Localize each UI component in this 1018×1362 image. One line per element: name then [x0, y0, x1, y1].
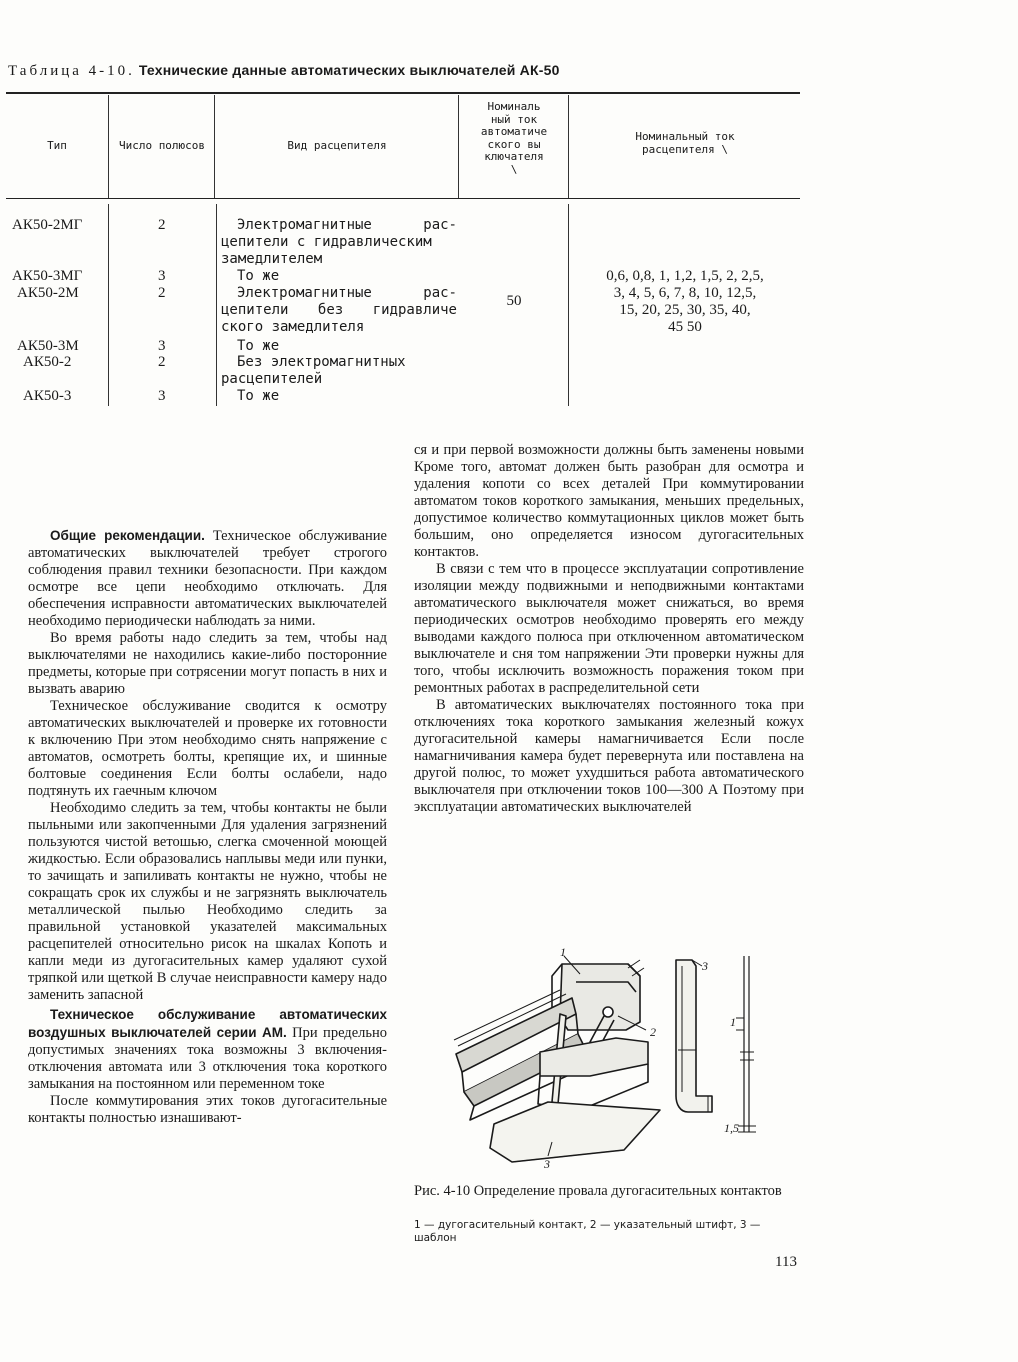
- paragraph-text: В связи с тем что в процессе эксплуатации сопротивление изоляции между подвижными и неподвижными контактами автоматического выключателя может снижаться, во время периодических осмотров необходимо проверять его между выводами каждого полюса при отключенном автоматическом выключателе и сня том напряжении Эти проверки нужны для того, чтобы исключить возможность поражения током при ремонтных работах в распределительной сети: [414, 561, 804, 696]
- paragraph: [28, 1006, 387, 1093]
- table-divider: [458, 95, 459, 198]
- cell-line: ского замедлителя: [221, 319, 365, 335]
- right-text-column: [414, 442, 804, 816]
- table-cell-type: АК50-3М: [17, 338, 79, 354]
- paragraph-text: Во время работы надо следить за тем, чтобы над выключателями не находились какие-либо посторонние предметы, которые при сотрясении могут попасть в них и вызвать аварию: [28, 630, 387, 697]
- figure-caption: Рис. 4-10 Определение провала дугогасительных контактов: [414, 1183, 782, 1199]
- header-line: Номинальный ток: [635, 130, 735, 143]
- paragraph: [414, 697, 804, 816]
- cell-line: Электромагнитные рас-: [237, 217, 457, 233]
- figure-legend: 1 — дугогасительный контакт, 2 — указательный штифт, 3 — шаблон: [414, 1219, 761, 1244]
- callout-label: 3: [702, 959, 708, 973]
- cell-line: расцепителей: [221, 371, 323, 387]
- paragraph-text: Техническое обслуживание автоматических выключателей требует строгого соблюдения правил техники безопасности. При каждом осмотре все цепи необходимо отключать. Для обеспечения исправности автоматических выключателей необходимо периодически наблюдать за ними.: [28, 528, 387, 629]
- table-divider: [108, 204, 109, 406]
- table-caption-title: Технические данные автоматических выключателей АК-50: [138, 62, 560, 78]
- table-cell-poles: 3: [158, 388, 166, 404]
- table-cell-nominal-release: [572, 268, 798, 336]
- header-line: ского вы: [487, 137, 541, 151]
- header-line: ный ток: [490, 112, 538, 126]
- callout-label: 1,5: [724, 1121, 739, 1135]
- table-cell-poles: 3: [158, 268, 166, 284]
- cell-line: Без электромагнитных: [237, 354, 406, 370]
- table-cell-release: То же: [237, 388, 280, 404]
- table-cell-poles: 2: [158, 285, 166, 301]
- paragraph-text: ся и при первой возможности должны быть заменены новыми Кроме того, автомат должен быть разобран для осмотра и удаления копоти со всех деталей При коммутировании автоматом токов короткого замыкания, меньших предельных, допустимое количество коммутационных циклов может быть большим, оно определяется износом дугогасительных контактов.: [414, 442, 804, 560]
- table-cell-poles: 2: [158, 354, 166, 370]
- paragraph: [28, 800, 387, 1004]
- header-line: ключателя: [484, 150, 544, 163]
- cell-line: 15, 20, 25, 30, 35, 40,: [619, 302, 751, 318]
- paragraph: [414, 442, 804, 561]
- header-type: Тип: [47, 139, 67, 152]
- paragraph-text: Необходимо следить за тем, чтобы контакты не были пыльными или закопченными Для удаления загрязнений пользуются чистой ветошью, слегка смоченной моющей жидкостью. Если образовались наплывы меди или пунки, то зачищать и запиливать контакты не нужно, чтобы не сокращать срок их службы и не загрязнять выключатель металлической пылью Необходимо следить за правильной установкой указателей максимальных расцепителей относительно рисок на шкалах Копоть и капли меди из дугогасительных камер удаляют сухой тряпкой или щеткой В случае неисправности камеру надо заменить запасной: [28, 800, 387, 1003]
- header-nominal-switch: [460, 101, 568, 176]
- figure-arc-contact-diagram: [440, 942, 800, 1174]
- table-cell-type: АК50-2М: [17, 285, 79, 301]
- paragraph-text: После коммутирования этих токов дугогасительные контакты полностью изнашивают-: [28, 1093, 387, 1126]
- table-cell-type: АК50-2: [23, 354, 72, 370]
- header-line: \: [510, 162, 518, 176]
- table-cell-release: То же: [237, 268, 280, 284]
- table-top-rule: [6, 92, 800, 94]
- table-caption: [8, 62, 560, 80]
- cell-line: цепители без гидравличе: [221, 302, 457, 318]
- cell-line: Электромагнитные рас-: [237, 285, 457, 301]
- paragraph: [414, 561, 804, 697]
- table-cell-type: АК50-2МГ: [12, 217, 83, 233]
- paragraph-heading: Общие рекомендации.: [50, 528, 205, 543]
- cell-line: 0,6, 0,8, 1, 1,2, 1,5, 2, 2,5,: [606, 268, 764, 284]
- table-cell-release: [221, 217, 457, 268]
- paragraph-heading: Техническое обслуживание автоматических воздушных выключателей серии АМ.: [28, 1007, 387, 1040]
- cell-line: цепители с гидравлическим: [221, 234, 432, 250]
- template-strip: [490, 1102, 660, 1162]
- callout-label: 2: [650, 1025, 656, 1039]
- callout-label: 1: [730, 1015, 736, 1029]
- left-text-column: [28, 527, 387, 1127]
- table-header-rule: [6, 198, 800, 199]
- table-cell-nominal-switch: 50: [506, 293, 522, 309]
- table-divider: [568, 204, 569, 406]
- table-cell-poles: 3: [158, 338, 166, 354]
- gauge-rod: [744, 956, 749, 1132]
- paragraph-text: Техническое обслуживание сводится к осмотру автоматических выключателей и проверке их готовности к включению При этом необходимо снять напряжение с автоматов, осмотреть болты, крепящие их, и шинные болтовые соединения Если болты ослабели, надо подтянуть их гаечным ключом: [28, 698, 387, 799]
- cell-line: 45 50: [668, 319, 702, 335]
- header-line: расцепителя \: [641, 142, 729, 156]
- header-line: автоматиче: [480, 125, 548, 138]
- header-release: Вид расцепителя: [287, 139, 387, 152]
- table-cell-release: [221, 285, 457, 336]
- table-divider: [568, 95, 569, 198]
- template-j: [676, 960, 712, 1112]
- table-cell-release: [221, 354, 457, 388]
- pin-head: [603, 1007, 613, 1017]
- table-cell-poles: 2: [158, 217, 166, 233]
- paragraph: [28, 527, 387, 630]
- page-number: 113: [775, 1254, 797, 1270]
- callout-label: 3: [544, 1157, 550, 1171]
- header-nominal-release: [570, 131, 800, 156]
- header-line: Номиналь: [487, 100, 541, 113]
- cell-line: 3, 4, 5, 6, 7, 8, 10, 12,5,: [613, 285, 757, 301]
- paragraph: [28, 1093, 387, 1127]
- table-divider: [216, 204, 217, 406]
- table-cell-release: То же: [237, 338, 280, 354]
- table-cell-type: АК50-3МГ: [12, 268, 83, 284]
- cell-line: замедлителем: [221, 251, 323, 267]
- paragraph-text: При предельно допустимых значениях тока возможны 3 включения-отключения автомата или 3 отключения тока короткого замыкания на постоянном или переменном токе: [28, 1025, 387, 1092]
- paragraph: [28, 698, 387, 800]
- contact-block: [560, 964, 640, 1030]
- callout-label: 1: [560, 945, 566, 959]
- table-cell-type: АК50-3: [23, 388, 72, 404]
- header-poles: Число полюсов: [118, 139, 206, 152]
- paragraph: [28, 630, 387, 698]
- paragraph-text: В автоматических выключателях постоянного тока при отключениях тока короткого замыкания железный кожух дугогасительной камеры намагничивается Если после намагничивания камера будет перевернута или поставлена на другой полюс, то может ухудшиться работа автоматического выключателя при отключении токов 100—300 А Поэтому при эксплуатации автоматических выключателей: [414, 697, 804, 815]
- table-caption-label: Таблица 4-10.: [8, 63, 135, 79]
